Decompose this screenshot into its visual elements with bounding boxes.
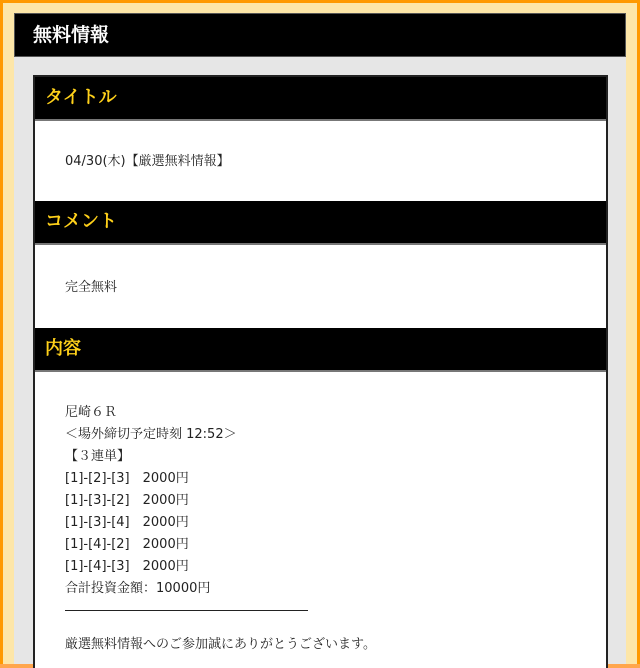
- divider: [65, 600, 576, 622]
- bet-line: [1]-[3]-[2] 2000円: [65, 493, 189, 508]
- content-section: [33, 328, 608, 668]
- bet-type: 【３連単】: [65, 449, 131, 464]
- title-section: [33, 75, 608, 201]
- deadline-time: ＜場外締切予定時刻 12:52＞: [65, 427, 237, 442]
- bet-line: [1]-[4]-[2] 2000円: [65, 537, 189, 552]
- content-section-body: [35, 370, 606, 656]
- comment-text: 完全無料: [65, 280, 118, 295]
- info-title-text: 04/30(木)【厳選無料情報】: [65, 154, 230, 169]
- section-heading-content: 内容: [35, 328, 606, 370]
- title-section-body: [35, 119, 606, 173]
- bet-line: [1]-[2]-[3] 2000円: [65, 471, 189, 486]
- total-investment: 合計投資金額：10000円: [65, 581, 211, 596]
- page-title: 無料情報: [14, 13, 626, 57]
- section-heading-title: タイトル: [35, 77, 606, 119]
- comment-section-body: [35, 243, 606, 299]
- section-heading-comment: コメント: [35, 201, 606, 243]
- comment-section: [33, 201, 608, 328]
- bet-line: [1]-[3]-[4] 2000円: [65, 515, 189, 530]
- race-name: 尼崎６Ｒ: [65, 405, 118, 420]
- bet-line: [1]-[4]-[3] 2000円: [65, 559, 189, 574]
- closing-message: 厳選無料情報へのご参加誠にありがとうございます。: [65, 637, 376, 652]
